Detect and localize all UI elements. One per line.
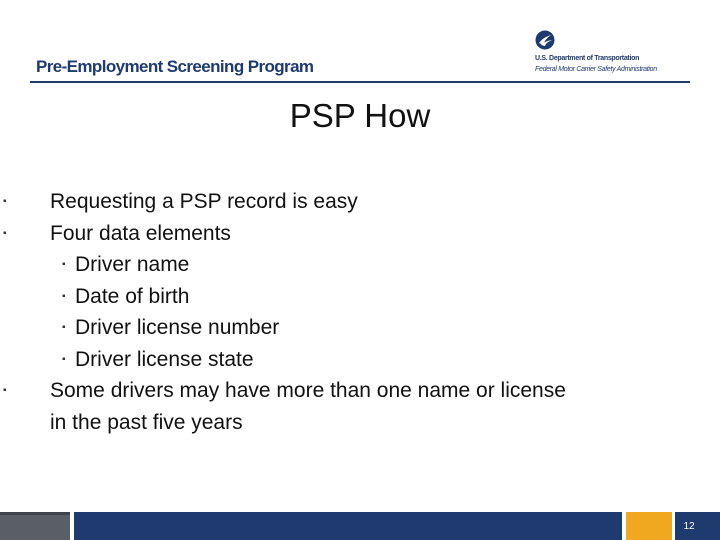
bullet-list bbox=[0, 186, 700, 438]
bullet-text: Requesting a PSP record is easy bbox=[50, 190, 358, 213]
page-number: 12 bbox=[683, 521, 695, 532]
sub-bullet-item bbox=[0, 249, 700, 281]
bullet-marker: ▪ bbox=[3, 196, 7, 207]
bullet-item bbox=[0, 375, 700, 407]
sub-bullet-text: Date of birth bbox=[75, 284, 190, 308]
sub-bullet-item bbox=[0, 344, 700, 376]
bullet-text: in the past five years bbox=[50, 410, 243, 434]
sub-bullet-text: Driver license number bbox=[75, 316, 280, 339]
sub-bullet-text: Driver license state bbox=[75, 347, 254, 371]
bullet-marker: ▪ bbox=[62, 259, 66, 270]
logo-agency-text: Federal Motor Carrier Safety Administration bbox=[535, 66, 657, 73]
header-title: Pre-Employment Screening Program bbox=[36, 57, 314, 76]
footer-bar bbox=[0, 512, 720, 540]
bullet-marker: ▪ bbox=[62, 353, 66, 365]
footer-gray-segment bbox=[0, 512, 70, 540]
bullet-marker: ▪ bbox=[62, 322, 66, 333]
bullet-item bbox=[0, 218, 700, 250]
bullet-text: Some drivers may have more than one name or license bbox=[50, 379, 566, 402]
bullet-marker: ▪ bbox=[3, 385, 7, 396]
bullet-marker: ▪ bbox=[62, 290, 66, 302]
sub-bullet-item bbox=[0, 281, 700, 313]
bullet-text: Four data elements bbox=[50, 221, 231, 245]
bullet-marker: ▪ bbox=[3, 227, 7, 239]
footer-blue-segment bbox=[74, 512, 622, 540]
bullet-continuation bbox=[0, 407, 700, 439]
slide-title: PSP How bbox=[289, 97, 431, 134]
sub-bullet-text: Driver name bbox=[75, 253, 190, 276]
header-rule bbox=[30, 81, 690, 83]
dot-emblem-icon bbox=[535, 30, 555, 50]
logo-department-text: U.S. Department of Transportation bbox=[535, 55, 640, 62]
footer-orange-segment bbox=[626, 512, 672, 540]
bullet-item bbox=[0, 186, 700, 218]
dot-logo bbox=[533, 30, 693, 75]
sub-bullet-item bbox=[0, 312, 700, 344]
